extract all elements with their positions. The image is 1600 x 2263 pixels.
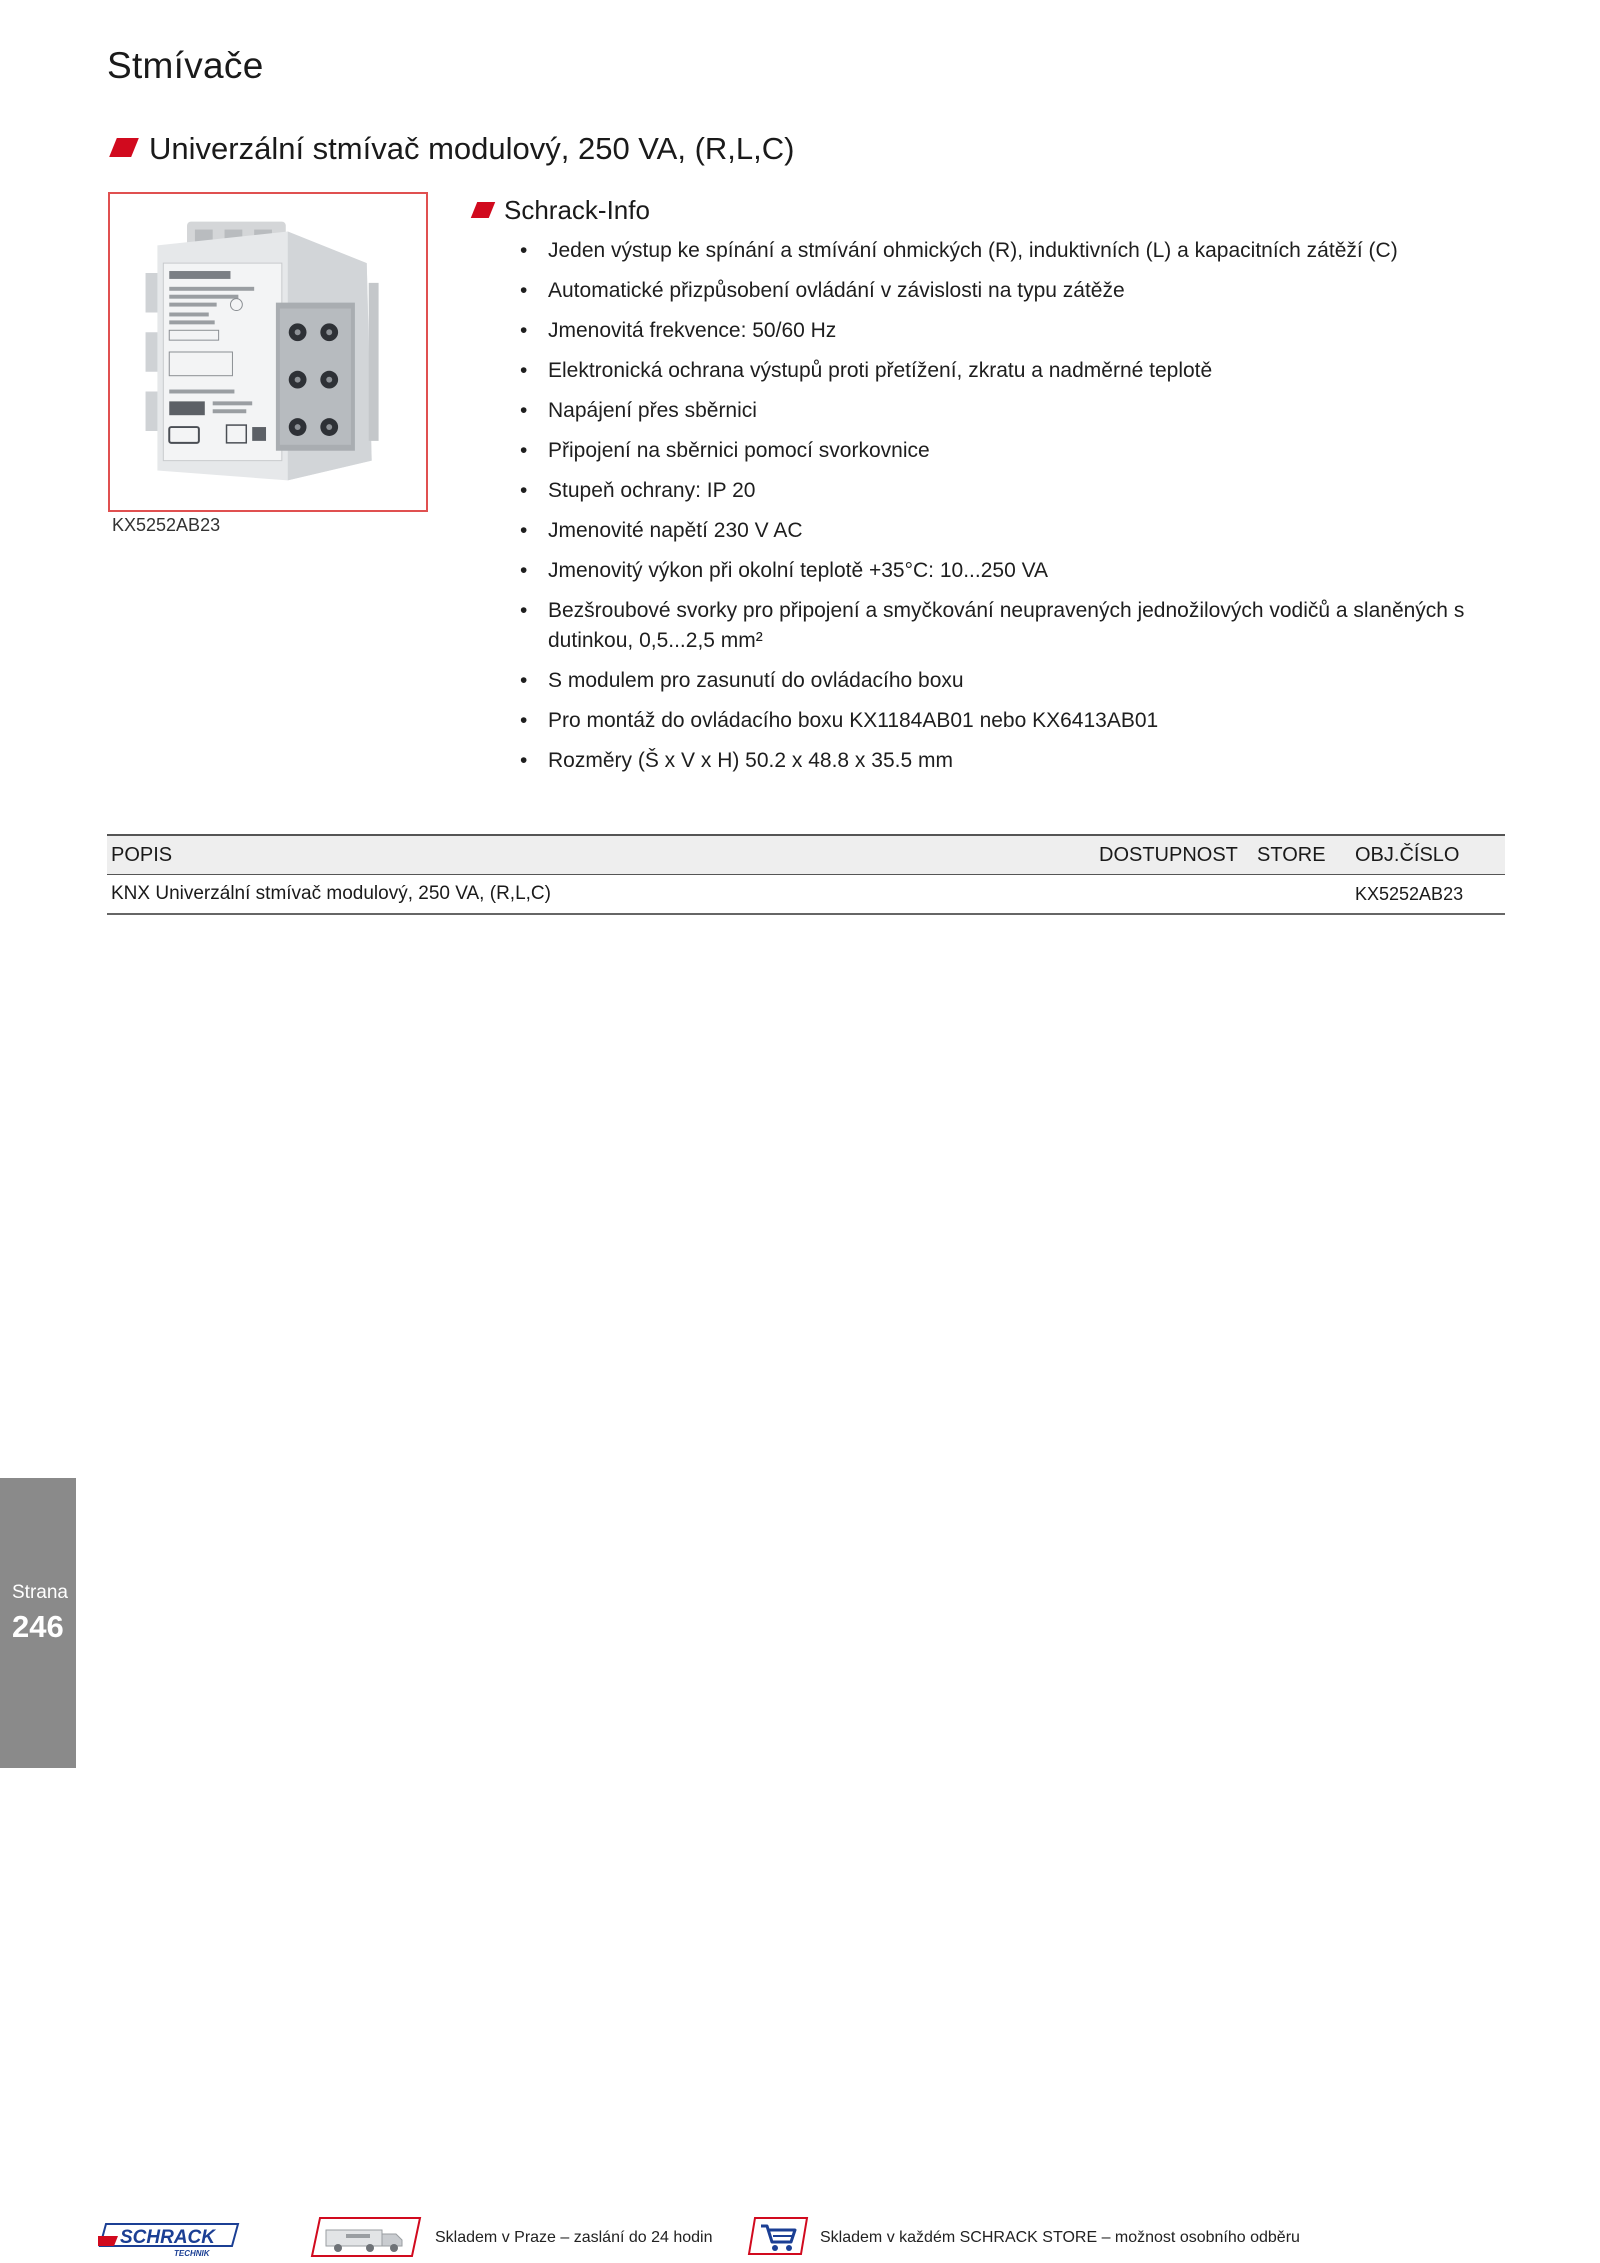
cell-obj-cislo: KX5252AB23: [1351, 875, 1505, 915]
logo-subtext: TECHNIK: [174, 2249, 210, 2258]
stock-store-text: Skladem v každém SCHRACK STORE – možnost osobního odběru: [820, 2229, 1300, 2246]
info-item: • S modulem pro zasunutí do ovládacího boxu: [520, 666, 1500, 696]
info-item: • Jmenovitý výkon při okolní teplotě +35°C: 10...250 VA: [520, 556, 1500, 586]
red-marker-icon: [109, 138, 139, 157]
info-item: • Jmenovitá frekvence: 50/60 Hz: [520, 316, 1500, 346]
stock-prague-text: Skladem v Praze – zaslání do 24 hodin: [435, 2229, 713, 2246]
info-list: [520, 236, 1500, 786]
cell-dostupnost: [1095, 875, 1253, 915]
info-heading-text: Schrack-Info: [504, 195, 650, 225]
info-item: • Napájení přes sběrnici: [520, 396, 1500, 426]
image-caption: KX5252AB23: [112, 515, 221, 535]
page-number-tab: [0, 1478, 76, 1768]
schrack-logo: [98, 2222, 240, 2258]
product-heading: [113, 131, 794, 167]
delivery-truck-icon: [310, 2216, 422, 2258]
header-dostupnost: DOSTUPNOST: [1095, 835, 1253, 875]
info-item: • Pro montáž do ovládacího boxu KX1184AB01 nebo KX6413AB01: [520, 706, 1500, 736]
header-popis: POPIS: [107, 835, 1095, 875]
info-item: • Rozměry (Š x V x H) 50.2 x 48.8 x 35.5 mm: [520, 746, 1500, 776]
cell-store: [1253, 875, 1351, 915]
product-heading-text: Univerzální stmívač modulový, 250 VA, (R,L,C): [149, 131, 795, 166]
header-obj-cislo: OBJ.ČÍSLO: [1351, 835, 1505, 875]
dimmer-module-illustration: [110, 194, 426, 510]
shopping-cart-icon: [747, 2216, 809, 2256]
page-title: Stmívače: [107, 44, 264, 86]
info-heading: [474, 195, 650, 226]
logo-text: SCHRACK: [120, 2227, 215, 2248]
page-number: 246: [12, 1609, 64, 1644]
info-item: • Jeden výstup ke spínání a stmívání ohmických (R), induktivních (L) a kapacitních zátěží (C): [520, 236, 1500, 266]
info-item: • Připojení na sběrnici pomocí svorkovnice: [520, 436, 1500, 466]
red-marker-icon: [471, 202, 495, 218]
table-header-row: [107, 835, 1505, 875]
info-item: • Bezšroubové svorky pro připojení a smyčkování neupravených jednožilových vodičů a slaněných s dutinkou, 0,5...2,5 mm²: [520, 596, 1500, 656]
product-image: [108, 192, 428, 512]
info-item: • Stupeň ochrany: IP 20: [520, 476, 1500, 506]
cell-popis: KNX Univerzální stmívač modulový, 250 VA, (R,L,C): [107, 875, 1095, 915]
info-item: • Automatické přizpůsobení ovládání v závislosti na typu zátěže: [520, 276, 1500, 306]
info-item: • Elektronická ochrana výstupů proti přetížení, zkratu a nadměrné teplotě: [520, 356, 1500, 386]
info-item: • Jmenovité napětí 230 V AC: [520, 516, 1500, 546]
page-label: Strana: [12, 1582, 68, 1603]
product-table: [107, 834, 1505, 915]
header-store: STORE: [1253, 835, 1351, 875]
footer: [0, 2210, 1600, 2260]
table-row: [107, 875, 1505, 915]
